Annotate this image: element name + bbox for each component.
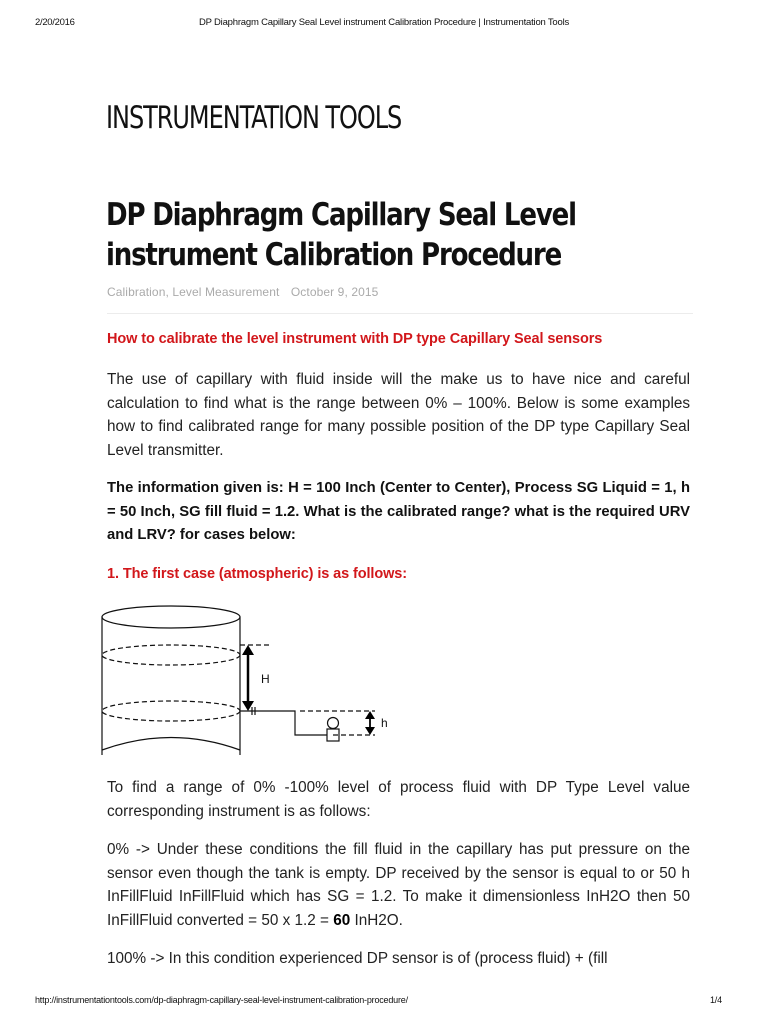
tank-top-ellipse	[102, 606, 240, 628]
section-heading: How to calibrate the level instrument with DP type Capillary Seal sensors	[107, 331, 603, 347]
zero-percent-value: 60	[333, 911, 351, 929]
lower-level-ellipse	[102, 701, 240, 721]
print-footer	[0, 995, 768, 1009]
article-title-line-2: instrument Calibration Procedure	[106, 237, 562, 273]
H-arrow	[242, 645, 254, 711]
article-categories[interactable]: Calibration, Level Measurement	[107, 285, 280, 299]
range-intro-paragraph: To find a range of 0% -100% level of process fluid with DP Type Level value corresponding instrument is as follows:	[107, 779, 690, 820]
zero-percent-unit: InH2O.	[350, 911, 403, 929]
given-info-paragraph: The information given is: H = 100 Inch (Center to Center), Process SG Liquid = 1, h = 50 Inch, SG fill fluid = 1.2. What is the calibrated range? what is the required URV and LRV? for cases below:	[107, 480, 690, 543]
h-arrow	[365, 711, 375, 735]
tank-diagram	[95, 595, 415, 755]
label-H: H	[261, 672, 270, 686]
print-date: 2/20/2016	[35, 17, 75, 28]
page-number: 1/4	[710, 995, 722, 1005]
print-header	[0, 17, 768, 31]
intro-paragraph: The use of capillary with fluid inside will the make us to have nice and careful calculation to find what is the range between 0% – 100%. Below is some examples how to find calibrated range for many possible position of the DP type Capillary Seal Level transmitter.	[107, 371, 690, 459]
case1-heading: 1. The first case (atmospheric) is as follows:	[107, 566, 407, 582]
zero-percent-text: 0% -> Under these conditions the fill fluid in the capillary has put pressure on the sensor even though the tank is empty. DP received by the sensor is equal to or 50 h InFillFluid InFillFluid which has SG = 1.2. To make it dimensionless InH2O then 50 InFillFluid converted = 50 x 1.2 =	[107, 841, 690, 929]
label-h: h	[381, 716, 388, 730]
article-title	[106, 195, 576, 275]
upper-level-ellipse	[102, 645, 240, 665]
article-meta	[107, 285, 378, 299]
article-date: October 9, 2015	[290, 285, 379, 299]
hundred-percent-paragraph: 100% -> In this condition experienced DP sensor is of (process fluid) + (fill	[107, 950, 608, 967]
zero-percent-paragraph	[107, 838, 690, 932]
divider	[107, 313, 693, 314]
page-url[interactable]: http://instrumentationtools.com/dp-diaphragm-capillary-seal-level-instrument-calibration-procedure/	[35, 995, 408, 1005]
site-title[interactable]: INSTRUMENTATION TOOLS	[106, 100, 402, 136]
article-title-line-1: DP Diaphragm Capillary Seal Level	[106, 197, 576, 233]
print-page-title: DP Diaphragm Capillary Seal Level instrument Calibration Procedure | Instrumentation Tools	[198, 17, 570, 28]
